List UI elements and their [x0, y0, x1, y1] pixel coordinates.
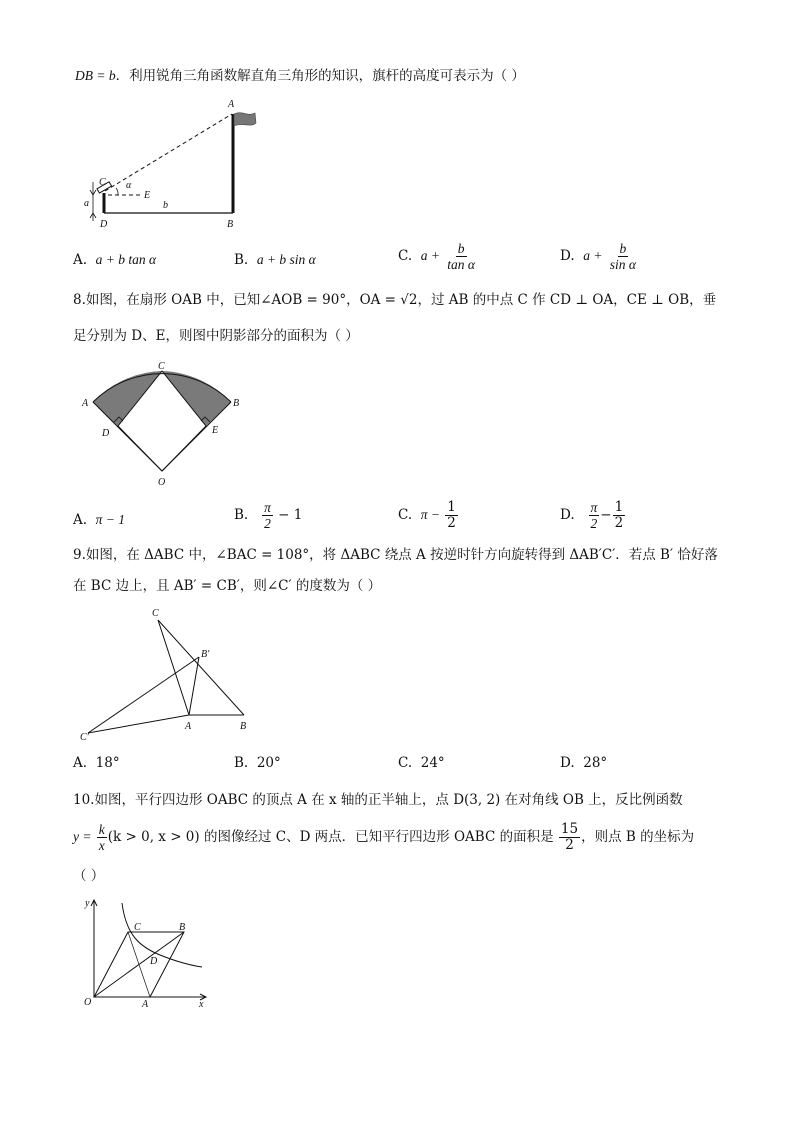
q10-label-o: O — [84, 997, 92, 1008]
q7-option-b-text: a + b sin α — [256, 252, 316, 267]
q10-label-a: A — [142, 999, 149, 1010]
q7-sight-line — [105, 114, 232, 191]
q7-tail-text: ．利用锐角三角函数解直角三角形的知识，旗杆的高度可表示为（ ） — [115, 68, 525, 84]
q10-label-c: C — [134, 922, 141, 933]
q7-option-d[interactable]: D. a + $\frac{b}{\text{sin α}}$ — [560, 241, 636, 272]
q10-label-y: y — [85, 898, 90, 909]
q8-label-d: D — [102, 428, 110, 439]
q9-seg-cb — [158, 620, 244, 715]
q7-label-c: C — [99, 177, 106, 188]
q9-label-b-prime: B′ — [201, 649, 210, 660]
q8-option-c-fraction: $\frac{1}{2}$ — [447, 499, 456, 531]
q9-option-c[interactable]: C. 24° — [398, 755, 445, 771]
q7-tail-line — [75, 66, 525, 86]
q7-option-c[interactable]: C. a + $\frac{b}{\text{tan α}}$ — [398, 241, 475, 272]
q7-option-c-fraction: $\frac{b}{\text{tan α}}$ — [447, 241, 475, 272]
q8-option-d-fraction2: $\frac{1}{2}$ — [614, 499, 624, 531]
q9-line2: 在 BC 边上，且 AB′ = CB′，则∠C′ 的度数为（ ） — [73, 578, 382, 594]
q7-flag — [234, 113, 256, 126]
q9-label-c: C — [152, 608, 159, 619]
q9-option-b[interactable]: B. 20° — [234, 755, 281, 771]
q7-label-d: D — [100, 219, 108, 230]
q8-label-c: C — [158, 361, 165, 372]
q7-figure — [80, 95, 270, 235]
q10-label-d: D — [150, 956, 158, 967]
q7-label-b: b — [163, 200, 168, 211]
q7-label-a: A — [228, 99, 235, 110]
q7-option-a[interactable]: A. a + b tan α — [73, 252, 157, 268]
q10-label-x: x — [199, 999, 204, 1010]
q7-label-b-upper: B — [227, 219, 234, 230]
q8-label-o: O — [158, 477, 166, 488]
q9-figure — [78, 600, 258, 745]
q10-function-fraction: $\frac{k}{x}$ — [98, 822, 105, 853]
q9-seg-c1a — [88, 715, 189, 733]
q9-label-b: B — [240, 721, 247, 732]
q10-label-b: B — [179, 922, 186, 933]
q8-line1: 8.如图，在扇形 OAB 中，已知∠AOB = 90°，OA = √2，过 AB 的中点 C 作 CD ⊥ OA，CE ⊥ OB，垂 — [73, 292, 717, 308]
q8-line2: 足分别为 D、E，则图中阴影部分的面积为（ ） — [73, 328, 359, 344]
q7-label-e: E — [144, 190, 151, 201]
q7-angle-arc — [116, 188, 118, 195]
q8-figure — [80, 360, 250, 495]
q8-option-b-fraction: $\frac{\pi}{2}$ — [264, 500, 271, 531]
q8-option-d-fraction1: $\frac{\pi}{2}$ — [590, 500, 598, 531]
q10-line3: （ ） — [73, 868, 105, 884]
q9-label-c-prime: C′ — [80, 732, 89, 743]
q8-label-b: B — [233, 398, 240, 409]
q7-label-small-a: a — [84, 198, 89, 209]
q8-option-a-text: π − 1 — [95, 512, 126, 527]
q8-option-b[interactable]: B. $\frac{\pi}{2}$ − 1 — [234, 500, 303, 531]
q9-line1: 9.如图，在 ΔABC 中，∠BAC = 108°，将 ΔABC 绕点 A 按逆时针方向旋转得到 ΔAB′C′．若点 B′ 恰好落 — [73, 547, 718, 563]
q10-figure — [80, 895, 220, 1015]
q10-area-fraction: $\frac{15}{2}$ — [560, 821, 579, 853]
q8-label-a: A — [82, 398, 89, 409]
q9-option-d-text: 28° — [583, 755, 608, 771]
q7-tail-prefix: DB = b — [75, 68, 116, 83]
q9-option-a-text: 18° — [95, 755, 120, 771]
q9-option-c-text: 24° — [420, 755, 445, 771]
q10-hyperbola — [122, 903, 202, 967]
q8-label-e: E — [212, 425, 219, 436]
q9-option-a[interactable]: A. 18° — [73, 755, 120, 771]
q9-option-b-text: 20° — [256, 755, 281, 771]
q10-line1: 10.如图，平行四边形 OABC 的顶点 A 在 x 轴的正半轴上，点 D(3, 2) 在对角线 OB 上，反比例函数 — [73, 792, 683, 808]
q7-option-b[interactable]: B. a + b sin α — [234, 252, 316, 268]
q8-option-a[interactable]: A. π − 1 — [73, 512, 126, 528]
q10-line2: y = $\frac{k}{x}$ (k > 0, x > 0) 的图像经过 C、D 两点．已知平行四边形 OABC 的面积是 $\frac{15}{2}$ ，则点 B 的坐标为 — [73, 821, 695, 853]
q9-option-d[interactable]: D. 28° — [560, 755, 608, 771]
q8-option-d[interactable]: D. $\frac{\pi}{2}$ − $\frac{1}{2}$ — [560, 499, 624, 531]
q9-seg-ab1 — [189, 657, 199, 715]
q7-option-d-fraction: $\frac{b}{\text{sin α}}$ — [609, 241, 636, 272]
q8-option-c[interactable]: C. π − $\frac{1}{2}$ — [398, 499, 456, 531]
q7-option-a-text: a + b tan α — [95, 252, 157, 267]
q7-label-alpha: α — [126, 180, 132, 191]
q9-label-a: A — [185, 721, 192, 732]
